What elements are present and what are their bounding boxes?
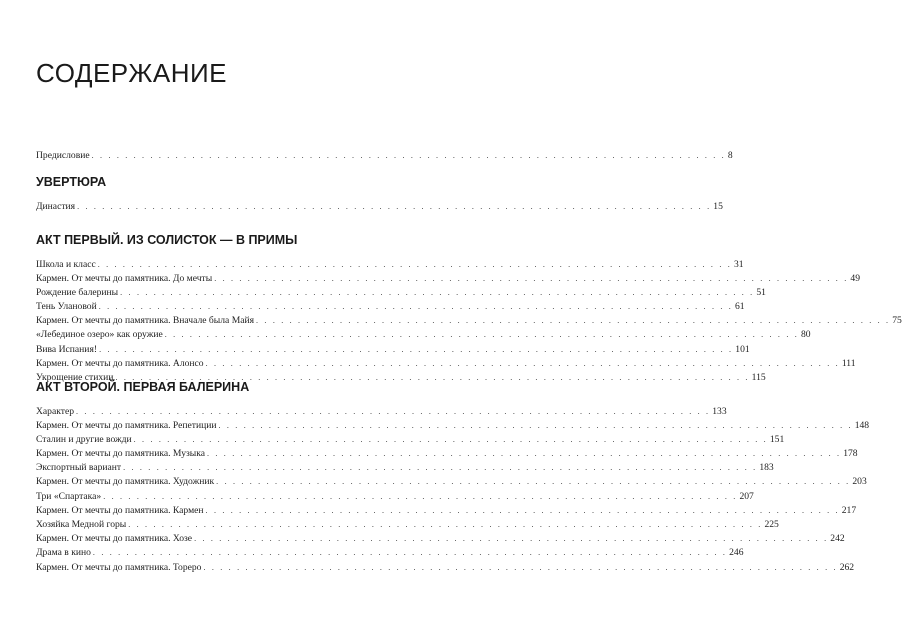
toc-page-number: 217	[841, 504, 857, 516]
toc-entry-list	[36, 200, 723, 215]
toc-entry-title: Экспортный вариант	[36, 462, 122, 474]
toc-entry[interactable]	[36, 258, 744, 273]
toc-entry[interactable]	[36, 561, 855, 576]
toc-entry-title: Кармен. От мечты до памятника. Кармен	[36, 504, 204, 516]
toc-section	[36, 175, 723, 215]
toc-entry-title: «Лебединое озеро» как оружие	[36, 329, 163, 341]
toc-entry[interactable]	[36, 419, 870, 434]
toc-entry-title: Характер	[36, 405, 75, 417]
toc-page-number: 151	[769, 433, 785, 445]
section-heading: АКТ ВТОРОЙ. ПЕРВАЯ БАЛЕРИНА	[36, 380, 250, 394]
toc-entry-title: Династия	[36, 200, 76, 212]
page-title: СОДЕРЖАНИЕ	[36, 58, 228, 88]
toc-entry-title: Драма в кино	[36, 547, 91, 559]
dot-leader: . . . . . . . . . . . . . . . . . . . . . . . . . . . . . . . . . . . . . . . . . . . . . . . . . . . . . . . . . . . . . . . . . . . . . . . . . . . .	[203, 562, 838, 572]
toc-page-number: 15	[713, 200, 723, 212]
toc-entry[interactable]	[36, 329, 811, 343]
toc-entry-title: Предисловие	[36, 150, 90, 161]
toc-entry-list	[36, 258, 902, 387]
toc-entry-title: Кармен. От мечты до памятника. Вначале была Майя	[36, 315, 255, 327]
toc-page-number: 111	[841, 357, 856, 369]
toc-entry[interactable]	[36, 547, 744, 561]
dot-leader: . . . . . . . . . . . . . . . . . . . . . . . . . . . . . . . . . . . . . . . . . . . . . . . . . . . . . . . . . . . . . . . . . . . . . . . . . . . .	[103, 491, 738, 501]
dot-leader: . . . . . . . . . . . . . . . . . . . . . . . . . . . . . . . . . . . . . . . . . . . . . . . . . . . . . . . . . . . . . . . . . . . . . . . . . . . .	[120, 287, 755, 297]
toc-entry-title: Кармен. От мечты до памятника. Художник	[36, 476, 215, 488]
toc-page-number: 148	[854, 419, 870, 431]
toc-entry[interactable]	[36, 448, 858, 462]
toc-page-number: 8	[727, 150, 733, 161]
dot-leader: . . . . . . . . . . . . . . . . . . . . . . . . . . . . . . . . . . . . . . . . . . . . . . . . . . . . . . . . . . . . . . . . . . . . . . . . . . . .	[115, 373, 750, 382]
toc-page-number: 101	[735, 343, 750, 355]
dot-leader: . . . . . . . . . . . . . . . . . . . . . . . . . . . . . . . . . . . . . . . . . . . . . . . . . . . . . . . . . . . . . . . . . . . . . . . . . . . .	[194, 534, 829, 544]
toc-entry[interactable]	[36, 504, 857, 519]
dot-leader: . . . . . . . . . . . . . . . . . . . . . . . . . . . . . . . . . . . . . . . . . . . . . . . . . . . . . . . . . . . . . . . . . . . . . . . . . . . .	[98, 302, 733, 312]
dot-leader: . . . . . . . . . . . . . . . . . . . . . . . . . . . . . . . . . . . . . . . . . . . . . . . . . . . . . . . . . . . . . . . . . . . . . . . . . . . .	[128, 520, 763, 529]
toc-entry[interactable]	[36, 490, 754, 505]
dot-leader: . . . . . . . . . . . . . . . . . . . . . . . . . . . . . . . . . . . . . . . . . . . . . . . . . . . . . . . . . . . . . . . . . . . . . . . . . . . .	[256, 316, 891, 326]
dot-leader: . . . . . . . . . . . . . . . . . . . . . . . . . . . . . . . . . . . . . . . . . . . . . . . . . . . . . . . . . . . . . . . . . . . . . . . . . . . .	[216, 477, 851, 487]
dot-leader: . . . . . . . . . . . . . . . . . . . . . . . . . . . . . . . . . . . . . . . . . . . . . . . . . . . . . . . . . . . . . . . . . . . . . . . . . . . .	[205, 505, 840, 515]
dot-leader: . . . . . . . . . . . . . . . . . . . . . . . . . . . . . . . . . . . . . . . . . . . . . . . . . . . . . . . . . . . . . . . . . . . . . . . . . . . .	[92, 548, 728, 558]
dot-leader: . . . . . . . . . . . . . . . . . . . . . . . . . . . . . . . . . . . . . . . . . . . . . . . . . . . . . . . . . . . . . . . . . . . . . . . . . . . .	[77, 201, 712, 211]
toc-page-number: 225	[764, 519, 779, 530]
dot-leader: . . . . . . . . . . . . . . . . . . . . . . . . . . . . . . . . . . . . . . . . . . . . . . . . . . . . . . . . . . . . . . . . . . . . . . . . . . . .	[99, 344, 734, 354]
toc-entry-list	[36, 150, 733, 164]
toc-entry[interactable]	[36, 476, 867, 490]
dot-leader: . . . . . . . . . . . . . . . . . . . . . . . . . . . . . . . . . . . . . . . . . . . . . . . . . . . . . . . . . . . . . . . . . . . . . . . . . . . .	[133, 434, 768, 444]
toc-page-number: 183	[759, 462, 774, 474]
dot-leader: . . . . . . . . . . . . . . . . . . . . . . . . . . . . . . . . . . . . . . . . . . . . . . . . . . . . . . . . . . . . . . . . . . . . . . . . . . . .	[123, 463, 758, 473]
toc-entry-title: Хозяйка Медной горы	[36, 519, 127, 530]
toc-page-number: 207	[739, 490, 754, 502]
dot-leader: . . . . . . . . . . . . . . . . . . . . . . . . . . . . . . . . . . . . . . . . . . . . . . . . . . . . . . . . . . . . . . . . . . . . . . . . . . . .	[214, 273, 849, 283]
toc-entry[interactable]	[36, 519, 779, 533]
toc-entry-title: Кармен. От мечты до памятника. Тореро	[36, 561, 202, 573]
toc-page-number: 49	[850, 272, 860, 284]
toc-section	[36, 150, 733, 164]
dot-leader: . . . . . . . . . . . . . . . . . . . . . . . . . . . . . . . . . . . . . . . . . . . . . . . . . . . . . . . . . . . . . . . . . . . . . . . . . . . .	[205, 358, 840, 368]
toc-page-number: 75	[892, 315, 902, 327]
dot-leader: . . . . . . . . . . . . . . . . . . . . . . . . . . . . . . . . . . . . . . . . . . . . . . . . . . . . . . . . . . . . . . . . . . . . . . . . . . . .	[91, 151, 726, 160]
toc-page-number: 242	[830, 533, 845, 545]
toc-entry[interactable]	[36, 200, 723, 215]
toc-entry[interactable]	[36, 533, 845, 547]
toc-entry-title: Кармен. От мечты до памятника. Хозе	[36, 533, 193, 545]
section-heading: УВЕРТЮРА	[36, 175, 107, 189]
toc-page-number: 178	[843, 448, 858, 460]
toc-page-number: 80	[800, 329, 811, 341]
dot-leader: . . . . . . . . . . . . . . . . . . . . . . . . . . . . . . . . . . . . . . . . . . . . . . . . . . . . . . . . . . . . . . . . . . . . . . . . . . . .	[76, 406, 711, 416]
toc-page-number: 262	[839, 561, 855, 573]
dot-leader: . . . . . . . . . . . . . . . . . . . . . . . . . . . . . . . . . . . . . . . . . . . . . . . . . . . . . . . . . . . . . . . . . . . . . . . . . . . .	[218, 420, 853, 430]
toc-page-number: 203	[852, 476, 867, 488]
toc-entry-list	[36, 405, 870, 576]
toc-entry-title: Вива Испания!	[36, 343, 98, 355]
toc-entry[interactable]	[36, 286, 766, 301]
toc-entry[interactable]	[36, 315, 902, 329]
toc-entry-title: Кармен. От мечты до памятника. Музыка	[36, 448, 205, 460]
toc-entry[interactable]	[36, 405, 727, 420]
toc-entry-title: Кармен. От мечты до памятника. Репетиции	[36, 419, 217, 431]
section-heading: АКТ ПЕРВЫЙ. ИЗ СОЛИСТОК — В ПРИМЫ	[36, 233, 298, 247]
toc-page-number: 61	[734, 301, 745, 313]
toc-entry-title: Тень Улановой	[36, 301, 97, 313]
toc-entry[interactable]	[36, 301, 745, 315]
toc-entry-title: Кармен. От мечты до памятника. До мечты	[36, 272, 213, 284]
toc-entry[interactable]	[36, 462, 774, 476]
toc-entry[interactable]	[36, 150, 733, 164]
toc-section	[36, 380, 870, 576]
toc-entry-title: Школа и класс	[36, 258, 96, 270]
dot-leader: . . . . . . . . . . . . . . . . . . . . . . . . . . . . . . . . . . . . . . . . . . . . . . . . . . . . . . . . . . . . . . . . . . . . . . . . . . . .	[97, 259, 732, 269]
toc-entry-title: Сталин и другие вожди	[36, 433, 132, 445]
toc-page-number: 31	[733, 258, 744, 270]
toc-page-number: 115	[751, 372, 766, 383]
dot-leader: . . . . . . . . . . . . . . . . . . . . . . . . . . . . . . . . . . . . . . . . . . . . . . . . . . . . . . . . . . . . . . . . . . . . . . . . . . . .	[207, 449, 842, 459]
toc-page-number: 246	[729, 547, 744, 559]
toc-entry[interactable]	[36, 357, 856, 372]
toc-page-number: 133	[712, 405, 727, 417]
dot-leader: . . . . . . . . . . . . . . . . . . . . . . . . . . . . . . . . . . . . . . . . . . . . . . . . . . . . . . . . . . . . . . . . . . . . . . . . . . . .	[164, 330, 799, 340]
toc-page-number: 51	[756, 286, 766, 298]
toc-section	[36, 233, 902, 386]
toc-entry-title: Кармен. От мечты до памятника. Алонсо	[36, 357, 204, 369]
toc-entry[interactable]	[36, 433, 785, 448]
toc-entry[interactable]	[36, 343, 750, 358]
toc-entry[interactable]	[36, 272, 860, 287]
toc-entry-title: Три «Спартака»	[36, 490, 102, 502]
toc-entry-title: Укрощение стихии	[36, 372, 114, 383]
toc-entry-title: Рождение балерины	[36, 286, 119, 298]
